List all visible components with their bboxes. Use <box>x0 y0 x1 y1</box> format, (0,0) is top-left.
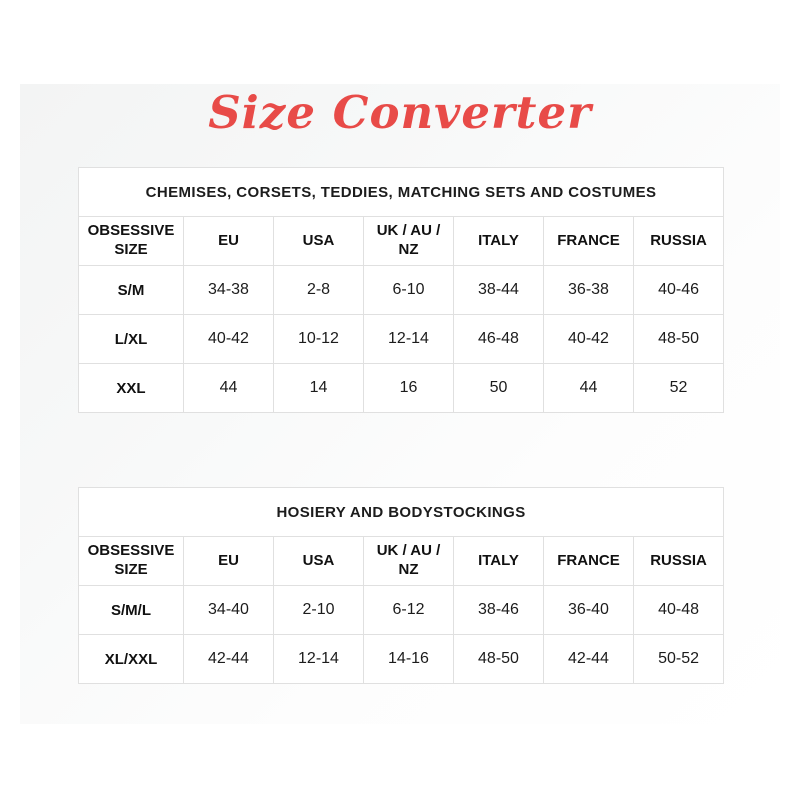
column-header-uk-au-nz: UK / AU / NZ <box>364 217 454 266</box>
value-cell: 40-42 <box>544 315 634 364</box>
column-header-row <box>79 217 724 266</box>
table-row <box>79 266 724 315</box>
value-cell: 34-38 <box>184 266 274 315</box>
column-header-usa: USA <box>274 537 364 586</box>
table-row <box>79 586 724 635</box>
value-cell: 16 <box>364 364 454 413</box>
value-cell: 6-10 <box>364 266 454 315</box>
value-cell: 44 <box>544 364 634 413</box>
value-cell: 2-10 <box>274 586 364 635</box>
size-cell: L/XL <box>79 315 184 364</box>
size-cell: XL/XXL <box>79 635 184 684</box>
value-cell: 46-48 <box>454 315 544 364</box>
table-row <box>79 635 724 684</box>
value-cell: 50 <box>454 364 544 413</box>
value-cell: 12-14 <box>274 635 364 684</box>
size-cell: XXL <box>79 364 184 413</box>
table-caption: HOSIERY AND BODYSTOCKINGS <box>79 488 724 537</box>
column-header-russia: RUSSIA <box>634 537 724 586</box>
value-cell: 36-40 <box>544 586 634 635</box>
value-cell: 36-38 <box>544 266 634 315</box>
column-header-row <box>79 537 724 586</box>
column-header-italy: ITALY <box>454 537 544 586</box>
column-header-france: FRANCE <box>544 537 634 586</box>
table-row <box>79 364 724 413</box>
value-cell: 52 <box>634 364 724 413</box>
size-table-hosiery <box>78 487 724 684</box>
table-caption-row <box>79 168 724 217</box>
value-cell: 14 <box>274 364 364 413</box>
table-row <box>79 315 724 364</box>
value-cell: 40-46 <box>634 266 724 315</box>
value-cell: 44 <box>184 364 274 413</box>
value-cell: 38-44 <box>454 266 544 315</box>
column-header-eu: EU <box>184 217 274 266</box>
column-header-obsessive-size: OBSESSIVE SIZE <box>79 217 184 266</box>
size-table-chemises <box>78 167 724 413</box>
value-cell: 12-14 <box>364 315 454 364</box>
value-cell: 42-44 <box>184 635 274 684</box>
column-header-france: FRANCE <box>544 217 634 266</box>
value-cell: 6-12 <box>364 586 454 635</box>
value-cell: 2-8 <box>274 266 364 315</box>
column-header-eu: EU <box>184 537 274 586</box>
column-header-russia: RUSSIA <box>634 217 724 266</box>
value-cell: 10-12 <box>274 315 364 364</box>
table-caption: CHEMISES, CORSETS, TEDDIES, MATCHING SETS AND COSTUMES <box>79 168 724 217</box>
table-caption-row <box>79 488 724 537</box>
column-header-italy: ITALY <box>454 217 544 266</box>
column-header-usa: USA <box>274 217 364 266</box>
value-cell: 48-50 <box>634 315 724 364</box>
value-cell: 48-50 <box>454 635 544 684</box>
value-cell: 14-16 <box>364 635 454 684</box>
value-cell: 38-46 <box>454 586 544 635</box>
page-title: Size Converter <box>208 86 592 139</box>
value-cell: 34-40 <box>184 586 274 635</box>
value-cell: 40-42 <box>184 315 274 364</box>
value-cell: 42-44 <box>544 635 634 684</box>
size-cell: S/M <box>79 266 184 315</box>
value-cell: 40-48 <box>634 586 724 635</box>
size-cell: S/M/L <box>79 586 184 635</box>
value-cell: 50-52 <box>634 635 724 684</box>
column-header-uk-au-nz: UK / AU / NZ <box>364 537 454 586</box>
column-header-obsessive-size: OBSESSIVE SIZE <box>79 537 184 586</box>
